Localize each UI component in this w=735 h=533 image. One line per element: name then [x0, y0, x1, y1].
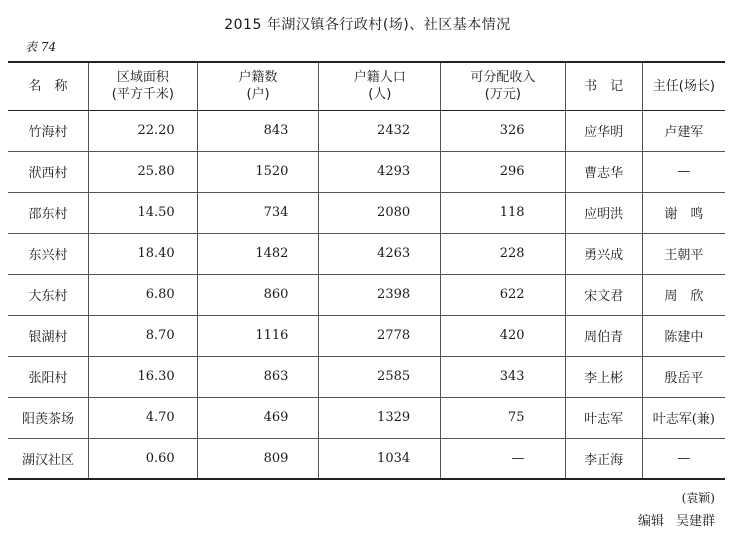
- cell-director: 谢 鸣: [642, 192, 725, 233]
- header-income-label: 可分配收入: [470, 70, 536, 86]
- cell-director: 卢建军: [642, 110, 725, 151]
- table-header-row: [8, 62, 725, 110]
- header-households-unit: (户): [246, 87, 270, 103]
- cell-households: 1520: [197, 151, 319, 192]
- cell-name: 洑西村: [8, 151, 88, 192]
- cell-income: 326: [441, 110, 565, 151]
- source-attribution: (袁颖): [681, 491, 715, 505]
- header-income: [441, 62, 565, 110]
- cell-area: 18.40: [88, 233, 197, 274]
- cell-area: 14.50: [88, 192, 197, 233]
- cell-population: 2398: [319, 274, 441, 315]
- cell-income: 420: [441, 315, 565, 356]
- cell-population: 1034: [319, 438, 441, 479]
- cell-secretary: 应明洪: [565, 192, 642, 233]
- cell-households: 1116: [197, 315, 319, 356]
- cell-area: 25.80: [88, 151, 197, 192]
- cell-households: 1482: [197, 233, 319, 274]
- cell-households: 860: [197, 274, 319, 315]
- header-population-unit: (人): [368, 87, 392, 103]
- cell-population: 1329: [319, 397, 441, 438]
- cell-households: 734: [197, 192, 319, 233]
- editor-name: 吴建群: [675, 514, 715, 529]
- cell-population: 4263: [319, 233, 441, 274]
- cell-secretary: 李上彬: [565, 356, 642, 397]
- cell-households: 469: [197, 397, 319, 438]
- header-secretary-label: 书 记: [584, 78, 624, 94]
- cell-population: 2778: [319, 315, 441, 356]
- header-name: [8, 62, 88, 110]
- header-households: [197, 62, 319, 110]
- cell-name: 竹海村: [8, 110, 88, 151]
- table-row: [8, 356, 725, 397]
- editor-credit: [638, 510, 715, 529]
- header-area: [88, 62, 197, 110]
- header-area-unit: (平方千米): [111, 87, 174, 103]
- cell-income: 75: [441, 397, 565, 438]
- header-income-unit: (万元): [484, 87, 521, 103]
- table-number: 表 74: [25, 40, 57, 54]
- cell-area: 4.70: [88, 397, 197, 438]
- header-households-label: 户籍数: [238, 70, 278, 86]
- table-row: [8, 110, 725, 151]
- table-row: [8, 151, 725, 192]
- header-name-label: 名 称: [28, 78, 68, 94]
- table-row: [8, 438, 725, 479]
- cell-population: 2080: [319, 192, 441, 233]
- cell-name: 大东村: [8, 274, 88, 315]
- cell-households: 843: [197, 110, 319, 151]
- table-row: [8, 233, 725, 274]
- cell-secretary: 曹志华: [565, 151, 642, 192]
- cell-income: 228: [441, 233, 565, 274]
- cell-name: 银湖村: [8, 315, 88, 356]
- cell-area: 22.20: [88, 110, 197, 151]
- cell-income: —: [441, 438, 565, 479]
- table-title: 2015 年湖汉镇各行政村(场)、社区基本情况: [224, 17, 511, 33]
- header-population: [319, 62, 441, 110]
- cell-area: 6.80: [88, 274, 197, 315]
- cell-population: 4293: [319, 151, 441, 192]
- cell-income: 296: [441, 151, 565, 192]
- cell-director: 王朝平: [642, 233, 725, 274]
- cell-income: 343: [441, 356, 565, 397]
- cell-director: 周 欣: [642, 274, 725, 315]
- cell-name: 张阳村: [8, 356, 88, 397]
- cell-name: 邵东村: [8, 192, 88, 233]
- editor-label: 编辑: [637, 514, 664, 529]
- cell-director: 殷岳平: [642, 356, 725, 397]
- cell-area: 0.60: [88, 438, 197, 479]
- village-statistics-table: [8, 61, 725, 480]
- table-row: [8, 397, 725, 438]
- table-row: [8, 192, 725, 233]
- cell-income: 622: [441, 274, 565, 315]
- cell-households: 809: [197, 438, 319, 479]
- cell-area: 16.30: [88, 356, 197, 397]
- cell-secretary: 周伯青: [565, 315, 642, 356]
- cell-name: 湖汉社区: [8, 438, 88, 479]
- cell-secretary: 李正海: [565, 438, 642, 479]
- cell-director: 陈建中: [642, 315, 725, 356]
- cell-area: 8.70: [88, 315, 197, 356]
- cell-director: 叶志军(兼): [642, 397, 725, 438]
- cell-secretary: 勇兴成: [565, 233, 642, 274]
- table-row: [8, 315, 725, 356]
- cell-population: 2585: [319, 356, 441, 397]
- header-director-label: 主任(场长): [652, 78, 715, 94]
- cell-director: —: [642, 438, 725, 479]
- cell-households: 863: [197, 356, 319, 397]
- cell-secretary: 叶志军: [565, 397, 642, 438]
- cell-secretary: 宋文君: [565, 274, 642, 315]
- cell-income: 118: [441, 192, 565, 233]
- header-director: [642, 62, 725, 110]
- table-row: [8, 274, 725, 315]
- cell-name: 东兴村: [8, 233, 88, 274]
- header-area-label: 区域面积: [116, 70, 169, 86]
- header-population-label: 户籍人口: [353, 70, 406, 86]
- cell-name: 阳羡茶场: [8, 397, 88, 438]
- header-secretary: [565, 62, 642, 110]
- cell-director: —: [642, 151, 725, 192]
- cell-secretary: 应华明: [565, 110, 642, 151]
- cell-population: 2432: [319, 110, 441, 151]
